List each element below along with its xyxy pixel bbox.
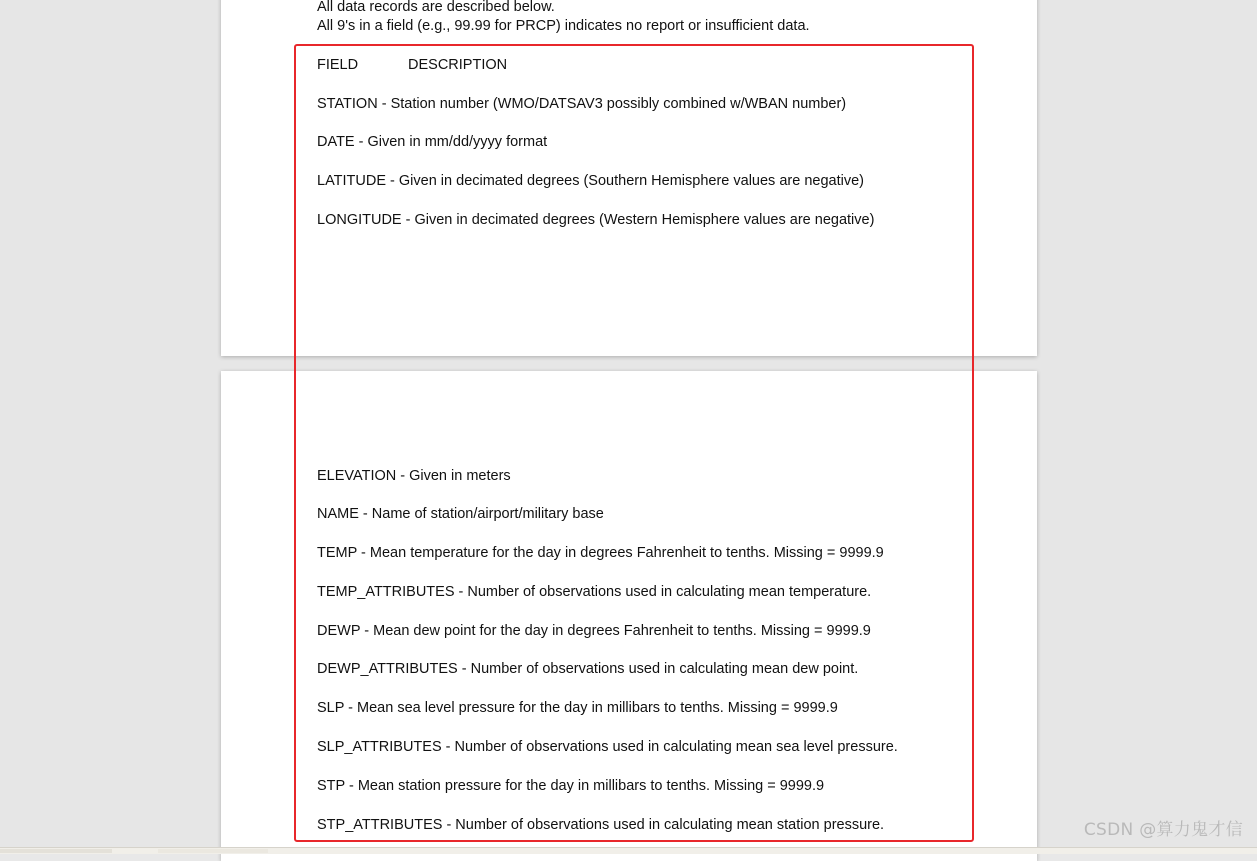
field-slp-attributes: SLP_ATTRIBUTES - Number of observations used in calculating mean sea level pressure. (317, 739, 898, 755)
field-name: NAME - Name of station/airport/military base (317, 506, 604, 522)
field-slp: SLP - Mean sea level pressure for the day in millibars to tenths. Missing = 9999.9 (317, 700, 838, 716)
field-dewp-attributes: DEWP_ATTRIBUTES - Number of observations used in calculating mean dew point. (317, 661, 859, 677)
header-description: DESCRIPTION (408, 57, 508, 73)
intro-line-missing-data: All 9's in a field (e.g., 99.99 for PRCP) indicates no report or insufficient data. (317, 18, 810, 34)
field-stp: STP - Mean station pressure for the day in millibars to tenths. Missing = 9999.9 (317, 778, 825, 794)
field-stp-attributes: STP_ATTRIBUTES - Number of observations used in calculating mean station pressure. (317, 817, 885, 833)
watermark: CSDN @算力鬼才信 (1083, 820, 1243, 840)
document-page-1 (221, 0, 1037, 356)
field-date: DATE - Given in mm/dd/yyyy format (317, 134, 548, 150)
field-longitude: LONGITUDE - Given in decimated degrees (Western Hemisphere values are negative) (317, 212, 875, 228)
field-dewp: DEWP - Mean dew point for the day in degrees Fahrenheit to tenths. Missing = 9999.9 (317, 623, 871, 639)
scrollbar-segment (158, 849, 268, 853)
field-station: STATION - Station number (WMO/DATSAV3 possibly combined w/WBAN number) (317, 96, 847, 112)
field-temp: TEMP - Mean temperature for the day in degrees Fahrenheit to tenths. Missing = 9999.9 (317, 545, 884, 561)
field-temp-attributes: TEMP_ATTRIBUTES - Number of observations used in calculating mean temperature. (317, 584, 872, 600)
header-field: FIELD (317, 57, 359, 73)
horizontal-scrollbar[interactable] (0, 847, 1257, 854)
scrollbar-segment (0, 849, 112, 853)
field-latitude: LATITUDE - Given in decimated degrees (Southern Hemisphere values are negative) (317, 173, 864, 189)
field-elevation: ELEVATION - Given in meters (317, 468, 511, 484)
intro-line-records: All data records are described below. (317, 0, 555, 15)
document-page-2 (221, 371, 1037, 861)
